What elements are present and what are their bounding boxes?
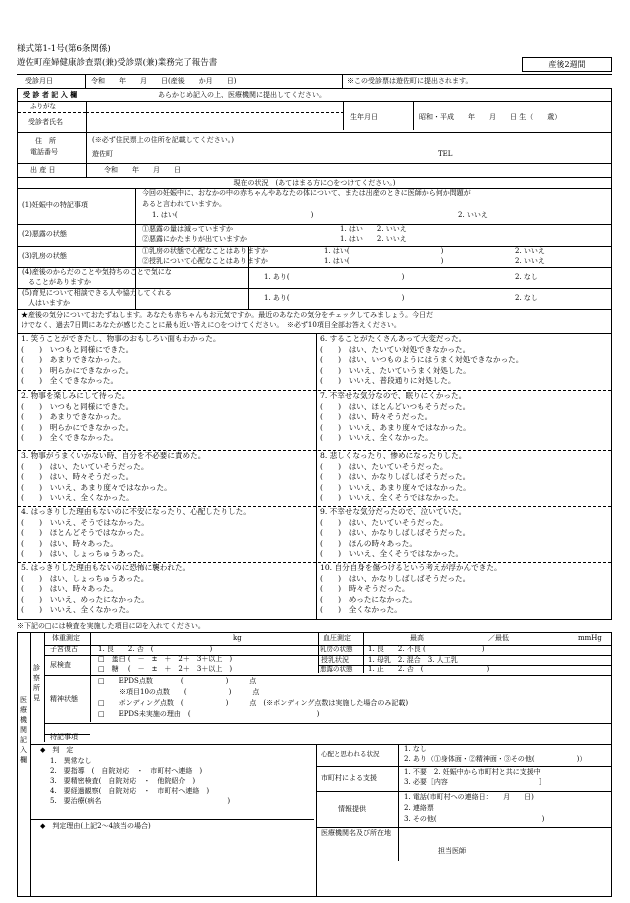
epds-answer-option[interactable]: ( ) はい、時々そうだった。 <box>21 472 134 482</box>
breast-options[interactable]: 1. 良 2. 不良 ( ) <box>368 645 485 653</box>
epds-answer-option[interactable]: ( ) いいえ、あまり度々ではなかった。 <box>320 422 471 432</box>
suspected-situation-label: 心配と思われる状況 <box>321 750 380 758</box>
q3-a-yes[interactable]: 1. はい( ) <box>324 247 444 255</box>
epds-answer-option[interactable]: ( ) あまりできなかった。 <box>21 355 126 365</box>
q4-label: (4)産後のからだのことや気持ちのことで気にな <box>22 268 172 276</box>
epds-answer-option[interactable]: ( ) はい、たいていそうだった。 <box>21 461 149 471</box>
info-option-3[interactable]: 3. その他( ) <box>404 815 545 823</box>
epds-question-text: 5. はっきりした理由もないのに恐怖に襲われた。 <box>21 563 191 572</box>
status-section <box>17 178 612 310</box>
info-option-1[interactable]: 1. 電話(市町村への連絡日： 月 日) <box>404 793 534 801</box>
judgement-5[interactable]: 5. 要治療(病名 ) <box>50 797 231 805</box>
epds-question <box>21 334 221 387</box>
epds-question-text: 2. 物事を楽しみにして待った。 <box>21 391 130 400</box>
epds-answer-option[interactable]: ( ) はい、時々あった。 <box>21 584 118 594</box>
epds-score[interactable]: □ EPDS点数 ( ) 点 <box>98 677 257 685</box>
q1-label: (1)妊娠中の特記事項 <box>22 201 88 209</box>
urine-label: 尿検査 <box>50 661 71 669</box>
dob-label: 生年月日 <box>350 113 378 121</box>
judgement-3[interactable]: 3. 要精密検査( 自院対応 ・ 他院紹介 ) <box>50 777 196 785</box>
doctor-label: 担当医師 <box>438 847 466 855</box>
q5-option-yes[interactable]: 1. あり( ) <box>264 294 405 302</box>
epds-answer-option[interactable]: ( ) いいえ、全くなかった。 <box>21 493 134 503</box>
epds-question <box>21 563 190 616</box>
bp-unit: mmHg <box>578 634 602 642</box>
period-badge: 産後2週間 <box>522 57 612 72</box>
epds-question-text: 6. することがたくさんあって大変だった。 <box>320 334 467 343</box>
q1-option-yes[interactable]: 1. はい( ) <box>152 211 314 219</box>
epds-answer-option[interactable]: ( ) いいえ、普段通りに対処した。 <box>320 376 456 386</box>
q2-label: (2)悪露の状態 <box>22 230 67 238</box>
epds-answer-option[interactable]: ( ) あまりできなかった。 <box>21 412 126 422</box>
epds-answer-option[interactable]: ( ) はい、かなりしばしばそうだった。 <box>320 573 471 583</box>
judgement-2[interactable]: 2. 要指導 ( 自院対応 ・ 市町村へ連絡 ) <box>50 767 203 775</box>
uterus-options[interactable]: 1. 良 2. 否 ( ) <box>98 645 213 653</box>
patient-section <box>17 88 612 178</box>
clinic-section <box>17 632 612 897</box>
judgement-title: ◆ 判 定 <box>40 746 74 754</box>
epds-answer-option[interactable]: ( ) ほんの時々あった。 <box>320 538 417 548</box>
bonding-score[interactable]: □ ボンディング点数 ( ) 点 (※ボンディング点数は実施した場合のみ記載) <box>98 699 409 707</box>
epds-question-text: 10. 自分自身を傷つけるという考えが浮かんできた。 <box>320 563 502 572</box>
epds-question <box>320 563 502 616</box>
suspected-yes[interactable]: 2. あり（①身体面・②精神面・③その他( )） <box>404 755 587 763</box>
epds-answer-option[interactable]: ( ) いつもと同様にできた。 <box>21 344 134 354</box>
q5-label: (5)育児について相談できる人や協力してくれる <box>22 289 172 297</box>
epds-answer-option[interactable]: ( ) はい、時々あった。 <box>21 538 118 548</box>
epds-question-text: 1. 笑うことができたし、物事のおもしろい面もわかった。 <box>21 334 221 343</box>
visit-row <box>17 74 612 89</box>
judgement-4[interactable]: 4. 要経過観察( 自院対応 ・ 市町村へ連絡 ) <box>50 787 210 795</box>
q2-a-options[interactable]: 1. はい 2. いいえ <box>340 225 407 233</box>
breast-label: 乳房の状態 <box>320 645 353 653</box>
item10-score[interactable]: ※項目10の点数 ( ) 点 <box>98 688 260 696</box>
judgement-1[interactable]: 1. 異常なし <box>50 757 92 765</box>
epds-answer-option[interactable]: ( ) 時々そうだった。 <box>320 584 410 594</box>
epds-question <box>21 451 205 504</box>
special-notes-label: 特記事項 <box>50 733 78 741</box>
q2-b: ②悪露にかたまりが出ていますか <box>142 235 247 243</box>
epds-answer-option[interactable]: ( ) 明らかにできなかった。 <box>21 365 134 375</box>
examination-label: 診察所見 <box>33 664 40 702</box>
address-town: 遊佐町 <box>92 150 113 158</box>
epds-answer-option[interactable]: ( ) 全くできなかった。 <box>21 433 119 443</box>
epds-answer-option[interactable]: ( ) めったになかった。 <box>320 594 417 604</box>
q2-a: ①悪露の量は減っていますか <box>142 225 233 233</box>
epds-question-text: 9. 不幸せな気分だったので、泣いていた。 <box>320 507 467 516</box>
patient-section-title: 受 診 者 記 入 欄 <box>23 90 78 99</box>
epds-answer-option[interactable]: ( ) いいえ、あまり度々ではなかった。 <box>21 482 172 492</box>
epds-answer-option[interactable]: ( ) はい、時々そうだった。 <box>320 412 433 422</box>
urine-protein[interactable]: □ 蛋白 ( － ± ＋ 2＋ 3＋以上 ) <box>98 655 233 663</box>
support-option-1[interactable]: 1. 不要 2. 妊娠中から市町村と共に支援中 <box>404 768 541 776</box>
epds-answer-option[interactable]: ( ) いつもと同様にできた。 <box>21 401 134 411</box>
clinic-side-label: 医療機関記入欄 <box>20 696 27 764</box>
epds-answer-option[interactable]: ( ) はい、しょっちゅうあった。 <box>21 573 149 583</box>
epds-question <box>21 507 251 560</box>
epds-answer-option[interactable]: ( ) はい、たいていそうだった。 <box>320 517 448 527</box>
tel-label: 電話番号 <box>30 148 58 156</box>
furigana-label: ふりがな <box>30 102 56 110</box>
info-option-2[interactable]: 2. 連絡票 <box>404 804 434 812</box>
epds-answer-option[interactable]: ( ) はい、いつものようにはうまく対処できなかった。 <box>320 355 524 365</box>
epds-section <box>17 310 612 620</box>
bp-label: 血圧測定 <box>323 634 351 642</box>
form-number: 様式第1-1号(第6条関係) <box>17 44 111 54</box>
epds-question-text: 7. 不幸せな気分なので、眠りにくかった。 <box>320 391 467 400</box>
visit-date-label: 受診月日 <box>25 77 53 85</box>
clinic-name-label: 医療機関名及び所在地 <box>321 829 391 837</box>
q5-option-no[interactable]: 2. なし <box>515 294 538 302</box>
lochia-label: 悪露の状態 <box>320 665 353 673</box>
name-label: 受診者氏名 <box>28 118 63 126</box>
epds-answer-option[interactable]: ( ) いいえ、全くそうではなかった。 <box>320 493 464 503</box>
patient-section-note: あらかじめ記入の上、医療機関に提出してください。 <box>158 91 326 99</box>
mental-label: 精神状態 <box>50 695 78 703</box>
epds-answer-option[interactable]: ( ) いいえ、全くそうではなかった。 <box>320 549 464 559</box>
epds-reason[interactable]: □ EPDS未実施の理由 ( ) <box>98 710 320 718</box>
epds-answer-option[interactable]: ( ) 全くできなかった。 <box>21 376 119 386</box>
epds-answer-option[interactable]: ( ) はい、たいてい対処できなかった。 <box>320 344 471 354</box>
epds-question <box>320 391 471 444</box>
q1-option-no[interactable]: 2. いいえ <box>458 211 488 219</box>
epds-question <box>320 334 523 387</box>
address-label: 住 所 <box>35 137 56 145</box>
form-title: 遊佐町産婦健康診査票(兼)受診票(兼)業務完了報告書 <box>17 58 218 68</box>
status-title: 現在の状況 (あてはまる方に○をつけてください。) <box>233 179 396 187</box>
lochia-options[interactable]: 1. 正 2. 否 ( ) <box>368 665 490 673</box>
q3-label: (3)乳房の状態 <box>22 252 67 260</box>
epds-answer-option[interactable]: ( ) 明らかにできなかった。 <box>21 422 134 432</box>
birth-date-label: 出 産 日 <box>30 166 56 174</box>
visit-date-field[interactable]: 令和 年 月 日(産後 か月 日) <box>91 77 237 85</box>
bp-low-label: ／最低 <box>488 634 509 642</box>
q3-b-yes[interactable]: 1. はい( ) <box>324 257 444 265</box>
feeding-options[interactable]: 1. 母乳 2. 混合 3. 人工乳 <box>368 656 458 664</box>
weight-label: 体重測定 <box>52 634 80 642</box>
epds-answer-option[interactable]: ( ) はい、たいていそうだった。 <box>320 461 448 471</box>
epds-answer-option[interactable]: ( ) はい、しょっちゅうあった。 <box>21 549 149 559</box>
epds-question-text: 3. 物事がうまくいかない時、自分を不必要に責めた。 <box>21 451 206 460</box>
q4-option-yes[interactable]: 1. あり( ) <box>264 273 405 281</box>
q4-option-no[interactable]: 2. なし <box>515 273 538 281</box>
epds-answer-option[interactable]: ( ) いいえ、あまり度々ではなかった。 <box>320 482 471 492</box>
epds-question <box>320 451 471 504</box>
epds-question <box>320 507 470 560</box>
epds-answer-option[interactable]: ( ) はい、かなりしばしばそうだった。 <box>320 528 471 538</box>
epds-answer-option[interactable]: ( ) 全くなかった。 <box>320 605 402 615</box>
q3-a: ①乳房の状態で心配なことはありますか <box>142 247 268 255</box>
epds-intro: ★産後の気分についておたずねします。あなたも赤ちゃんもお元気ですか。最近のあなたの気分をチェックしてみましょう。今日だ <box>21 311 434 319</box>
q3-b-no[interactable]: 2. いいえ <box>515 257 545 265</box>
uterus-label: 子宮復古 <box>50 645 78 653</box>
q3-a-no[interactable]: 2. いいえ <box>515 247 545 255</box>
q4-label2: ることがありますか <box>28 278 91 286</box>
epds-answer-option[interactable]: ( ) いいえ、そうではなかった。 <box>21 517 149 527</box>
urine-sugar[interactable]: □ 糖 ( － ± ＋ 2＋ 3＋以上 ) <box>98 665 233 673</box>
epds-intro2: けでなく、過去7日間にあなたが感じたことに最も近い答えに○をつけてください。 ※必ず10項目全部お答えください。 <box>21 321 401 329</box>
epds-question-text: 4. はっきりした理由もないのに不安になったり、心配したりした。 <box>21 507 251 516</box>
birth-date-field[interactable]: 令和 年 月 日 <box>104 166 181 174</box>
q5-label2: 人はいますか <box>28 299 70 307</box>
epds-question <box>21 391 133 444</box>
address-note: (※必ず住民票上の住所を記載してください。) <box>92 136 234 144</box>
municipal-support-label: 市町村による支援 <box>321 774 377 782</box>
q2-b-options[interactable]: 1. はい 2. いいえ <box>340 235 407 243</box>
support-option-3[interactable]: 3. 必要［内容 ］ <box>404 778 546 786</box>
q3-b: ②授乳について心配なことはありますか <box>142 257 268 265</box>
submission-note: ※この受診票は遊佐町に提出されます。 <box>347 77 473 85</box>
feeding-label: 授乳状況 <box>321 656 349 664</box>
epds-answer-option[interactable]: ( ) いいえ、たいていうまく対処した。 <box>320 365 471 375</box>
epds-answer-option[interactable]: ( ) ほとんどそうではなかった。 <box>21 528 149 538</box>
epds-answer-option[interactable]: ( ) はい、ほとんどいつもそうだった。 <box>320 401 471 411</box>
q1-text2: あると言われていますか。 <box>142 200 226 208</box>
judgement-reason-label: ◆ 判定理由(上記2～4該当の場合) <box>40 822 151 830</box>
info-provision-label: 情報提供 <box>338 805 366 813</box>
checkbox-note: ※下記の□には検査を実施した項目に☑を入れてください。 <box>17 622 205 630</box>
epds-answer-option[interactable]: ( ) いいえ、全くなかった。 <box>320 433 433 443</box>
epds-answer-option[interactable]: ( ) いいえ、全くなかった。 <box>21 605 134 615</box>
epds-answer-option[interactable]: ( ) はい、かなりしばしばそうだった。 <box>320 472 471 482</box>
epds-answer-option[interactable]: ( ) いいえ、めったになかった。 <box>21 594 149 604</box>
bp-high-label: 最高 <box>410 634 424 642</box>
suspected-none[interactable]: 1. なし <box>404 745 427 753</box>
q1-text: 今回の妊娠中に、おなかの中の赤ちゃんやあなたの体について、または出産のときに医師から何か問題が <box>142 189 471 197</box>
epds-question-text: 8. 悲しくなったり、惨めになったりした。 <box>320 451 467 460</box>
weight-unit: kg <box>233 634 242 642</box>
tel-field[interactable]: TEL <box>438 150 453 158</box>
dob-field[interactable]: 昭和・平成 年 月 日 生（ 歳） <box>419 113 562 121</box>
